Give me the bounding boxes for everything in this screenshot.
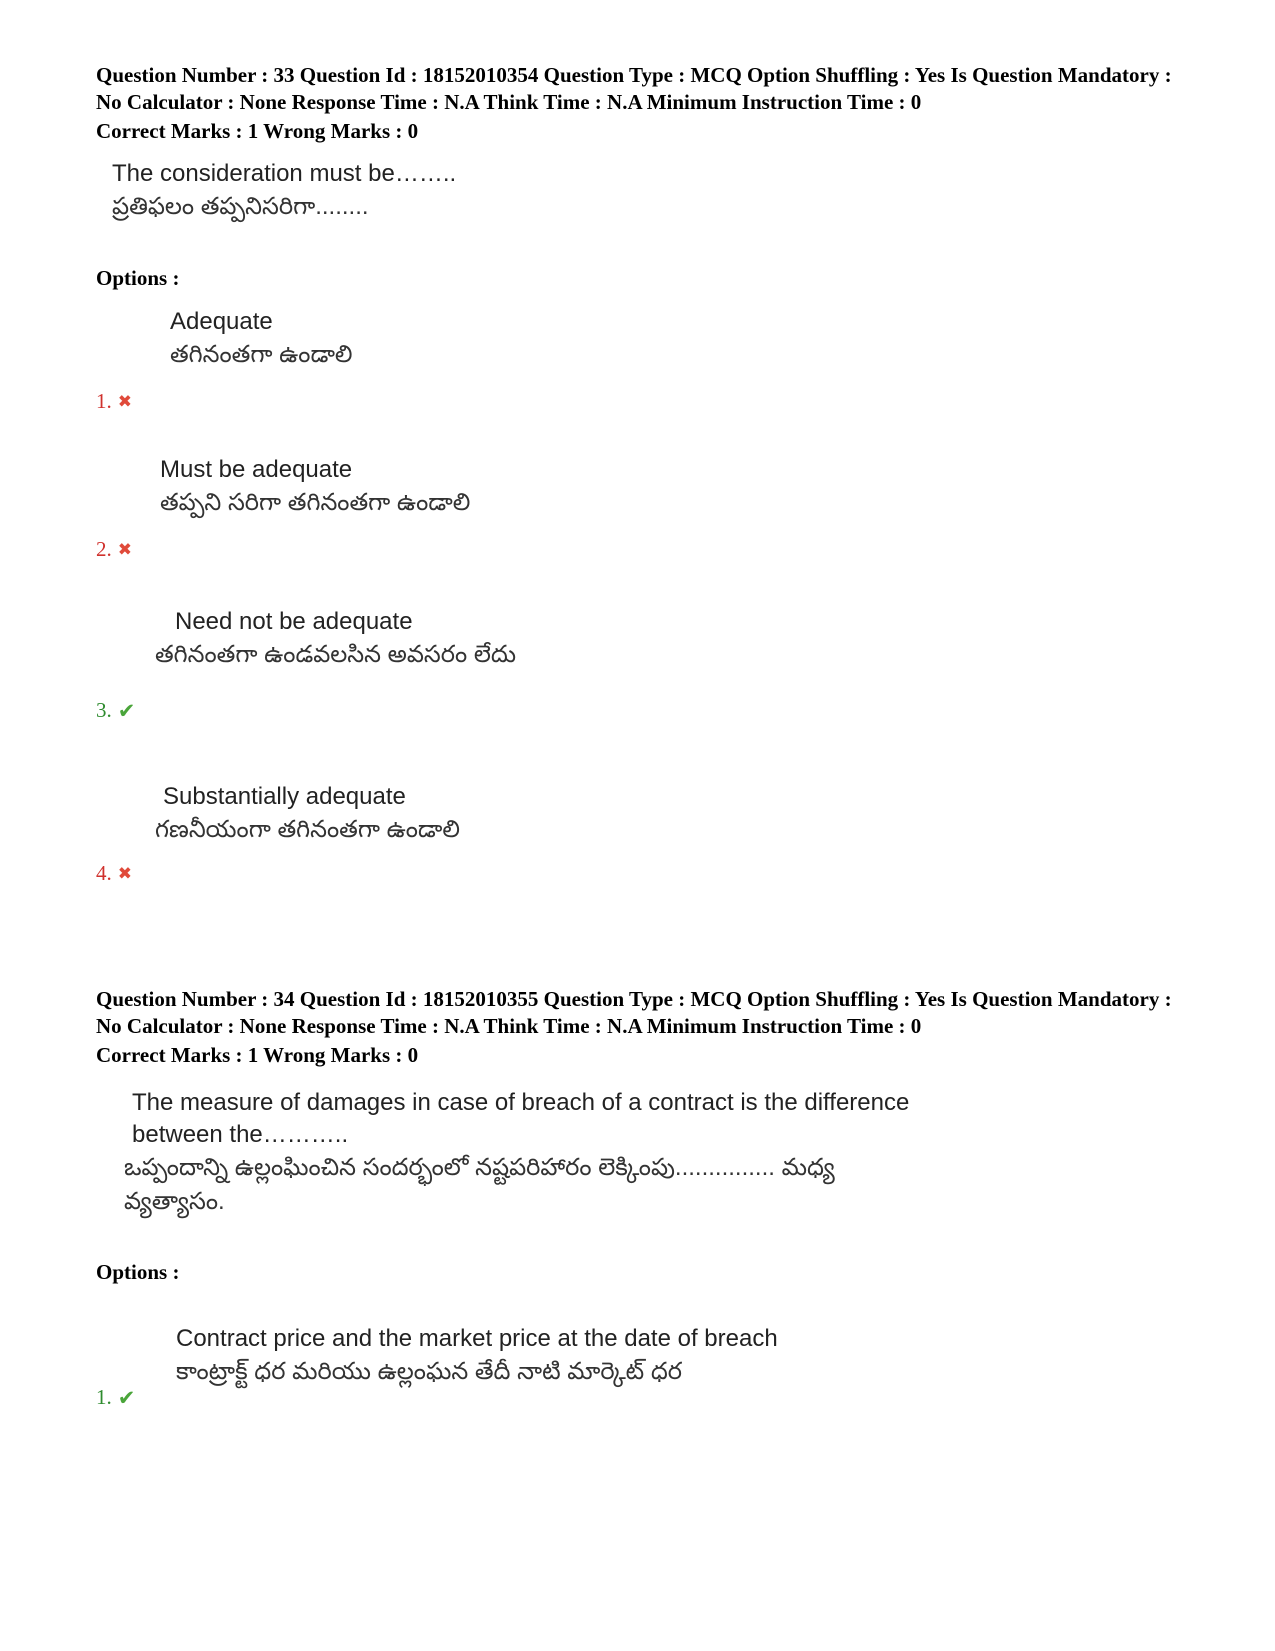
question-33-stem-telugu: ప్రతిఫలం తప్పనిసరిగా........ xyxy=(112,193,369,220)
q33-option-1-marker xyxy=(96,389,132,414)
q34-option-1-number: 1. xyxy=(96,1385,112,1409)
question-34-stem xyxy=(124,1087,909,1219)
q33-option-1-telugu: తగినంతగా ఉండాలి xyxy=(170,341,353,368)
q33-option-2-english: Must be adequate xyxy=(160,456,353,483)
check-icon: ✔ xyxy=(117,1385,136,1410)
q33-option-2-marker xyxy=(96,537,132,562)
q33-option-2-number: 2. xyxy=(96,537,112,561)
q33-option-4-number: 4. xyxy=(96,861,112,885)
question-34-stem-english-line-2: between the……….. xyxy=(132,1121,349,1148)
q33-option-3-telugu: తగినంతగా ఉండవలసిన అవసరం లేదు xyxy=(155,641,517,668)
q33-option-3-marker xyxy=(96,698,135,723)
question-33-stem xyxy=(112,158,456,224)
question-34-stem-english-line-1: The measure of damages in case of breach of a contract is the difference xyxy=(132,1089,910,1116)
q33-option-1-english: Adequate xyxy=(170,308,273,335)
cross-icon: ✖ xyxy=(117,539,132,560)
question-33-options-label: Options : xyxy=(96,266,180,290)
q33-option-3-number: 3. xyxy=(96,698,112,722)
question-34-marks: Correct Marks : 1 Wrong Marks : 0 xyxy=(96,1043,419,1067)
q33-option-4-english: Substantially adequate xyxy=(163,783,406,810)
q33-option-4-marker xyxy=(96,861,132,886)
q33-option-4-telugu: గణనీయంగా తగినంతగా ఉండాలి xyxy=(155,816,460,843)
q34-option-1-telugu: కాంట్రాక్ట్ ధర మరియు ఉల్లంఘన తేదీ నాటి మార్కెట్ ధర xyxy=(176,1358,683,1385)
check-icon: ✔ xyxy=(117,698,136,723)
question-34-stem-telugu-line-2: వ్యత్యాసం. xyxy=(124,1188,225,1215)
question-33-stem-english: The consideration must be…….. xyxy=(112,160,457,187)
q33-option-4-text xyxy=(155,781,460,847)
question-33-header: Question Number : 33 Question Id : 18152010354 Question Type : MCQ Option Shuffling : Yes Is Question Mandatory : No Calculator : None Response Time : N.A Think Time : N.A Minimum Instruction Time : 0 xyxy=(96,63,1172,114)
cross-icon: ✖ xyxy=(117,391,132,412)
q33-option-1-text xyxy=(170,306,353,372)
question-33-marks: Correct Marks : 1 Wrong Marks : 0 xyxy=(96,119,419,143)
question-34-stem-telugu-line-1: ఒప్పందాన్ని ఉల్లంఘించిన సందర్భంలో నష్టపరిహారం లెక్కింపు............... మధ్య xyxy=(124,1154,835,1181)
q33-option-2-text xyxy=(160,454,470,520)
question-34-header: Question Number : 34 Question Id : 18152010355 Question Type : MCQ Option Shuffling : Yes Is Question Mandatory : No Calculator : None Response Time : N.A Think Time : N.A Minimum Instruction Time : 0 xyxy=(96,987,1172,1038)
q34-option-1-marker xyxy=(96,1385,135,1410)
q34-option-1-text xyxy=(176,1323,778,1389)
q34-option-1-english: Contract price and the market price at the date of breach xyxy=(176,1325,778,1352)
q33-option-3-english: Need not be adequate xyxy=(175,608,413,635)
question-34-options-label: Options : xyxy=(96,1260,180,1284)
q33-option-1-number: 1. xyxy=(96,389,112,413)
q33-option-3-text xyxy=(155,606,516,672)
q33-option-2-telugu: తప్పని సరిగా తగినంతగా ఉండాలి xyxy=(160,489,471,516)
cross-icon: ✖ xyxy=(117,863,132,884)
